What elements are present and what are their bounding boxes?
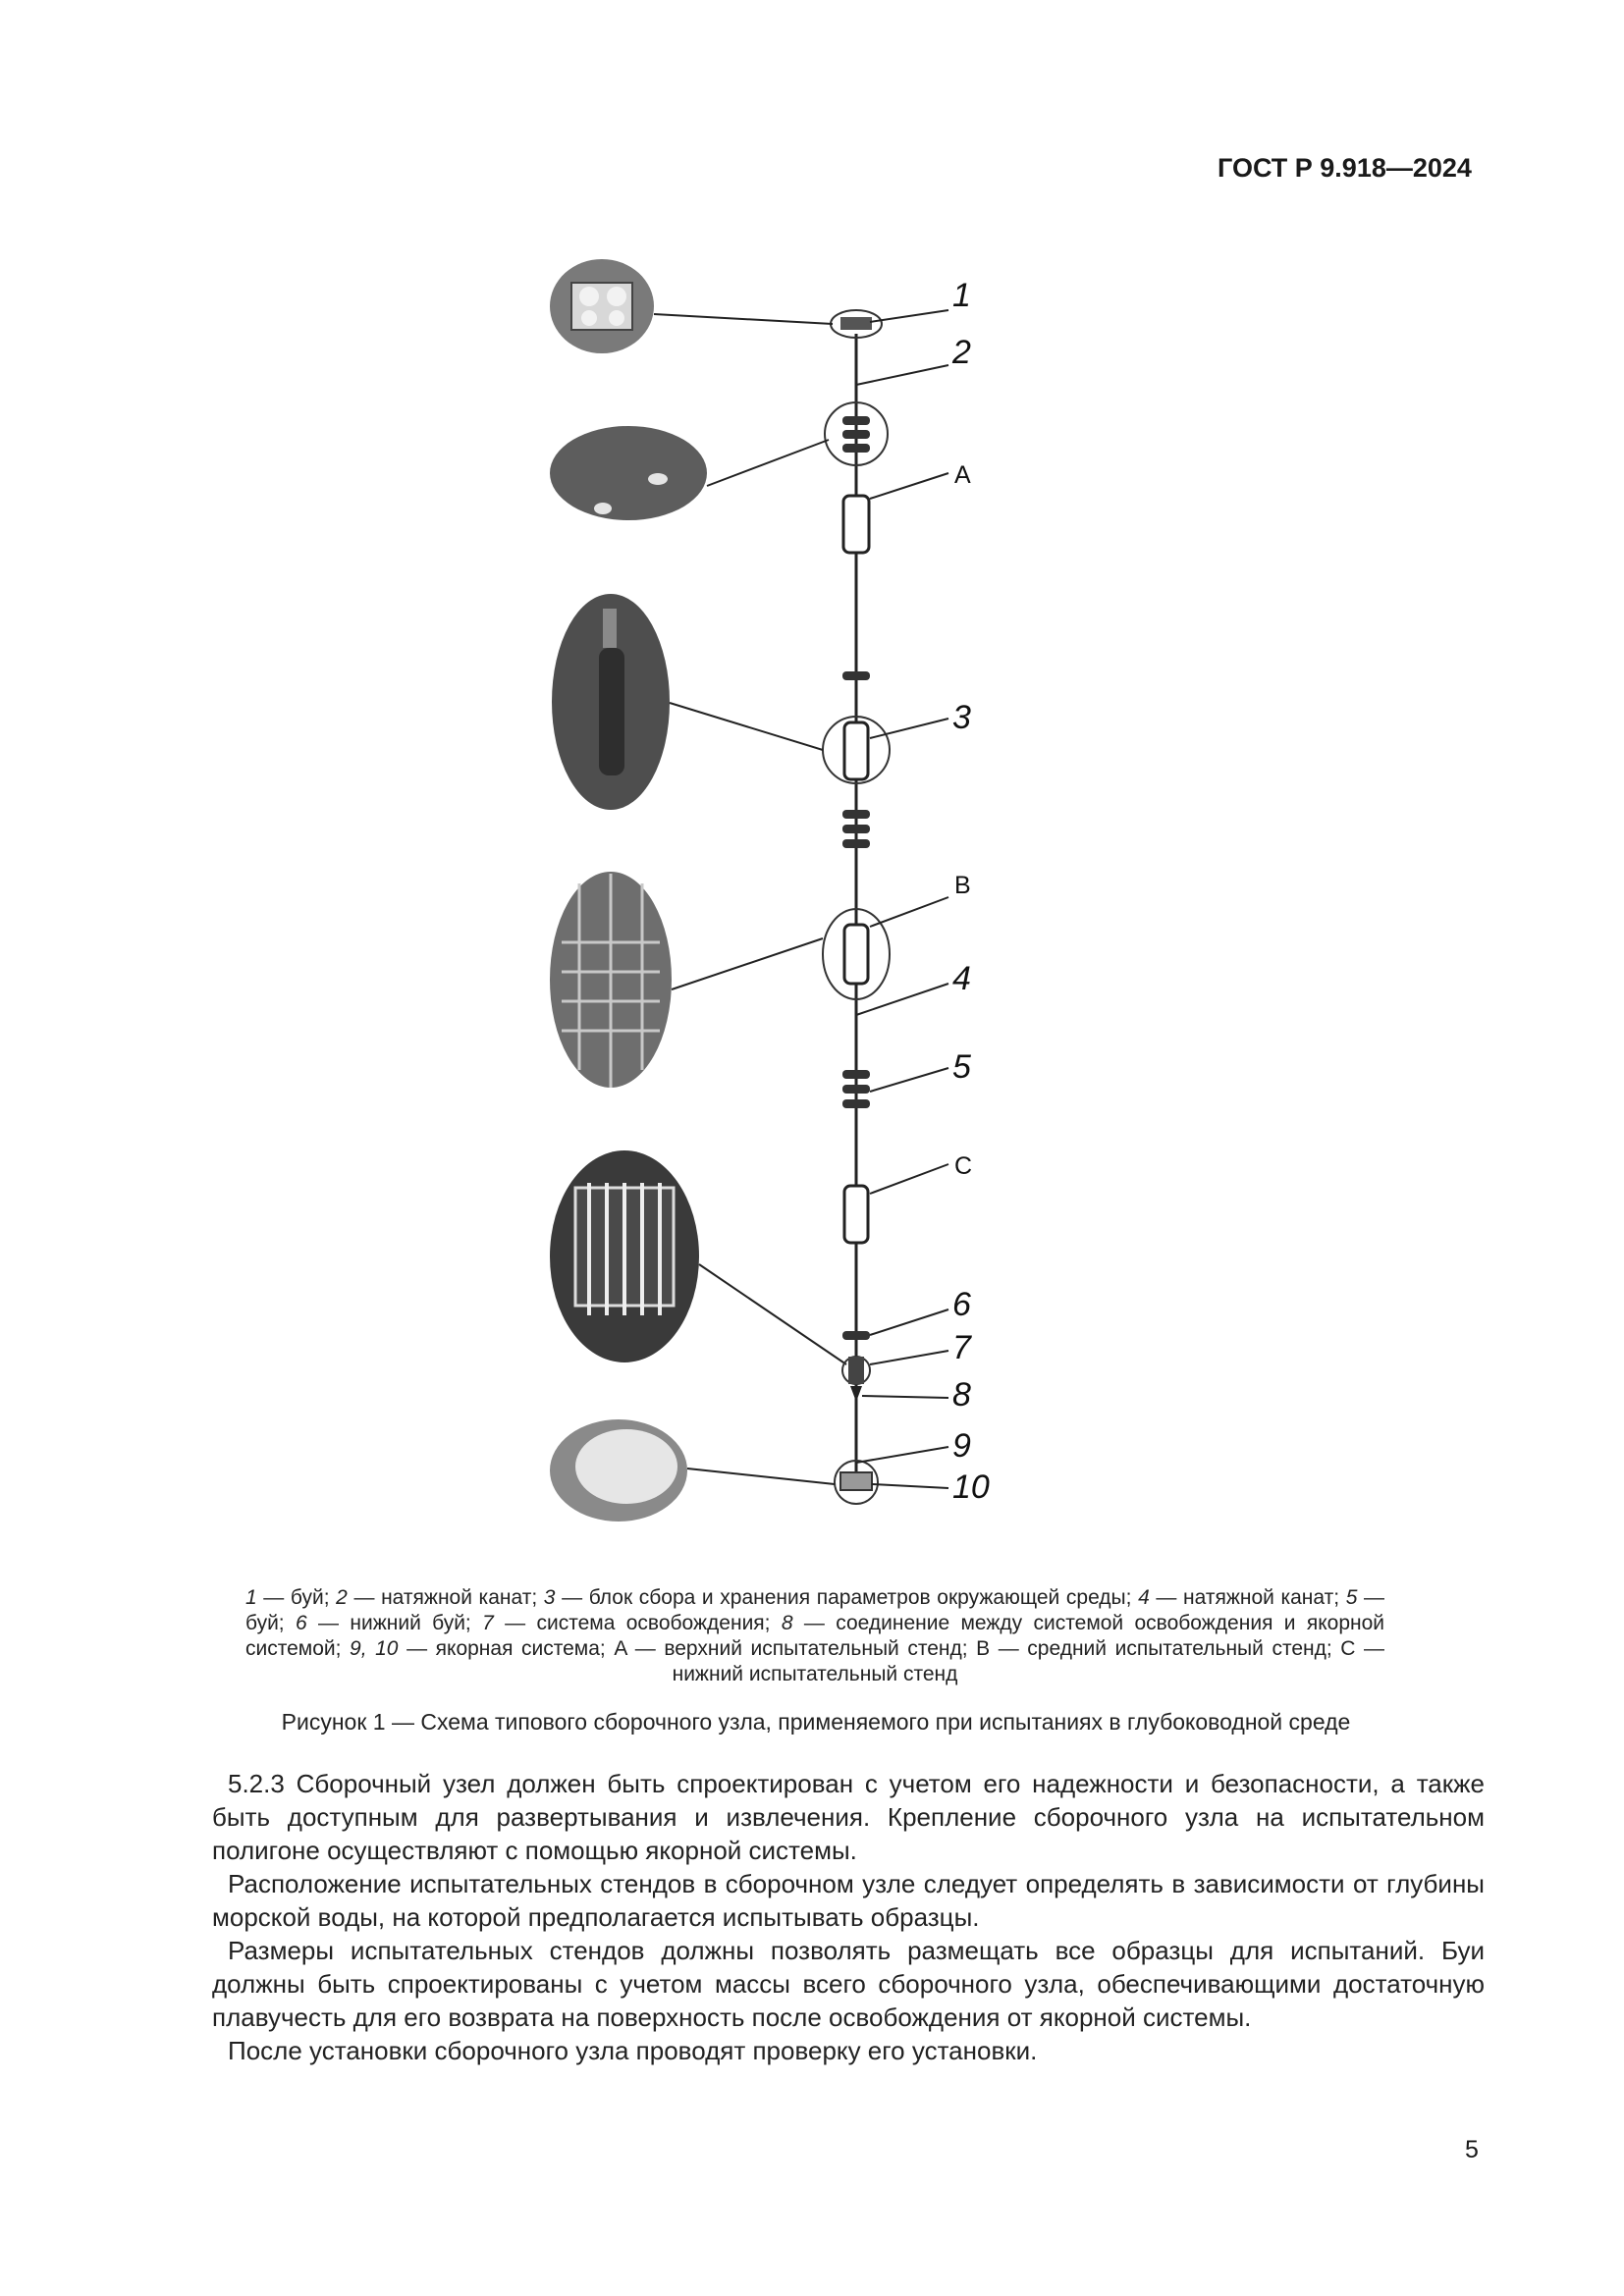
callout-9: 9 xyxy=(952,1427,971,1465)
legend-text-1: — буй; xyxy=(256,1586,337,1609)
legend-key-6: 6 xyxy=(295,1612,307,1634)
legend-key-5: 5 xyxy=(1345,1586,1358,1609)
figure-caption: Рисунок 1 — Схема типового сборочного узла, применяемого при испытаниях в глубоководной среде xyxy=(281,1709,1351,1735)
paragraph-stand-size: Размеры испытательных стендов должны позволять размещать все образцы для испытаний. Буи должны быть спроектированы с учетом массы всего сборочного узла, обеспечивающими достаточную плавучесть для его возврата на поверхность после освобождения от якорной системы. xyxy=(212,1936,1485,2032)
callout-a: A xyxy=(954,461,971,489)
paragraph-stand-placement: Расположение испытательных стендов в сборочном узле следует определять в зависимости от глубины морской воды, на которой предполагается испытывать образцы. xyxy=(212,1869,1485,1932)
assembly-diagram-drawing xyxy=(550,255,1021,1531)
callout-2: 2 xyxy=(952,334,971,371)
callout-1: 1 xyxy=(952,277,971,314)
callout-3: 3 xyxy=(952,699,971,736)
legend-key-9-10: 9, 10 xyxy=(350,1637,399,1660)
legend-key-8: 8 xyxy=(781,1612,793,1634)
callout-b: B xyxy=(954,872,971,899)
callout-7: 7 xyxy=(952,1329,971,1366)
legend-key-7: 7 xyxy=(482,1612,494,1634)
body-text xyxy=(212,1767,1485,2067)
legend-text-2: — натяжной канат; xyxy=(347,1586,544,1609)
callout-4: 4 xyxy=(952,960,971,997)
paragraph-5-2-3: 5.2.3 Сборочный узел должен быть спроектирован с учетом его надежности и безопасности, а также быть доступным для развертывания и извлечения. Крепление сборочного узла на испытательном полигоне осуществляют с помощью якорной системы. xyxy=(212,1769,1485,1865)
figure-legend xyxy=(245,1585,1384,1687)
legend-key-1: 1 xyxy=(245,1586,257,1609)
callout-8: 8 xyxy=(952,1376,971,1414)
callout-6: 6 xyxy=(952,1286,971,1323)
legend-text-4: — натяжной канат; xyxy=(1149,1586,1346,1609)
callout-c: C xyxy=(954,1152,973,1180)
assembly-diagram xyxy=(550,255,1021,1531)
legend-text-8: — соединение между системой освобождения и якорной системой; xyxy=(245,1612,1385,1660)
legend-text-9-10: — якорная система; A — верхний испытательный стенд; B — средний испытательный стенд; C — нижний испытательный стенд xyxy=(398,1637,1384,1685)
legend-key-3: 3 xyxy=(543,1586,556,1609)
page-number: 5 xyxy=(1465,2136,1479,2163)
callout-10: 10 xyxy=(952,1468,990,1506)
legend-text-7: — система освобождения; xyxy=(493,1612,782,1634)
callout-5: 5 xyxy=(952,1048,971,1086)
legend-text-3: — блок сбора и хранения параметров окружающей среды; xyxy=(555,1586,1139,1609)
legend-text-5: — буй; xyxy=(245,1586,1385,1634)
standard-designation: ГОСТ Р 9.918—2024 xyxy=(1218,153,1472,183)
legend-text-6: — нижний буй; xyxy=(306,1612,483,1634)
legend-key-2: 2 xyxy=(336,1586,348,1609)
paragraph-installation-check: После установки сборочного узла проводят проверку его установки. xyxy=(228,2036,1038,2065)
legend-key-4: 4 xyxy=(1138,1586,1150,1609)
